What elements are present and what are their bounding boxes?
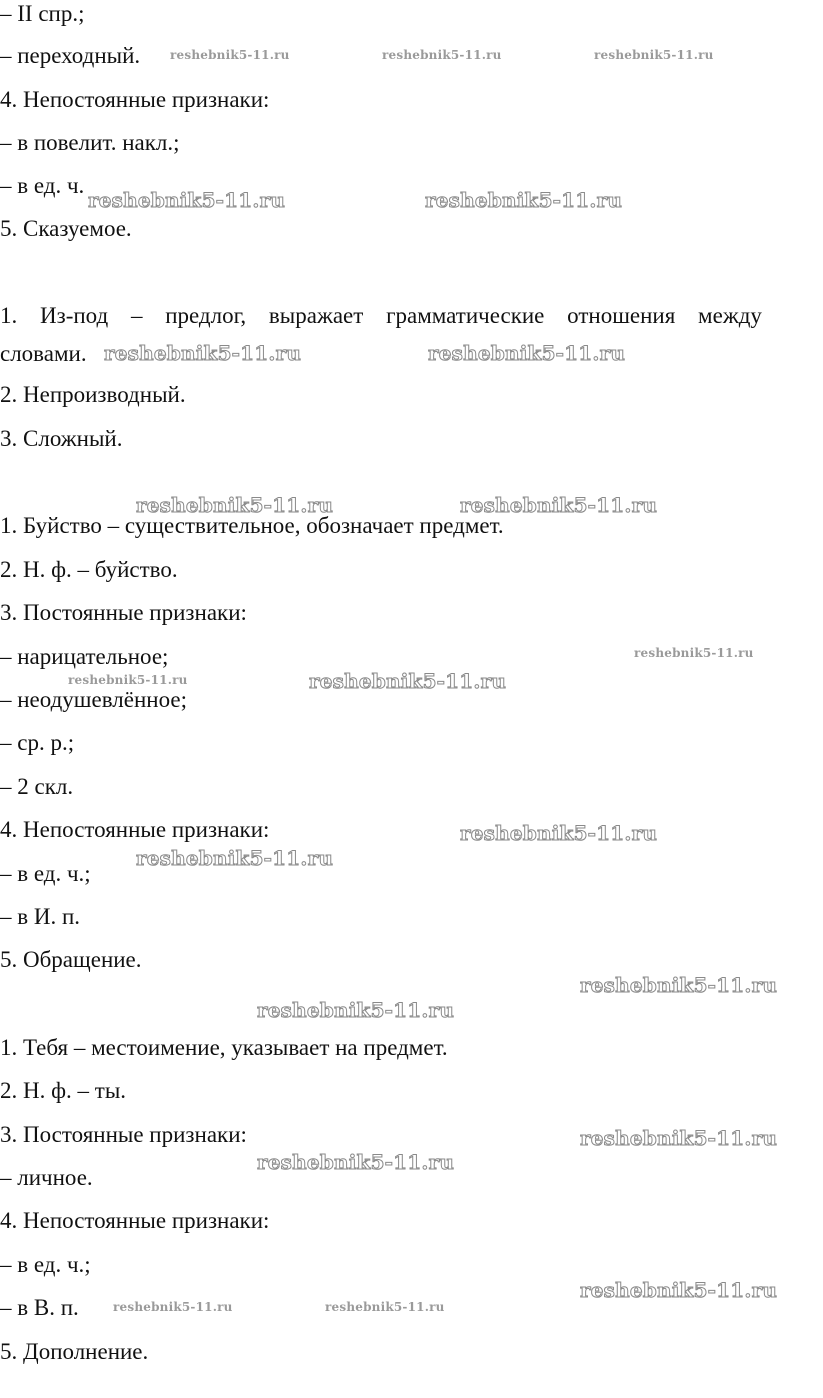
- text-line: 1. Тебя – местоимение, указывает на предмет.: [0, 1035, 448, 1060]
- text-line: 1. Из-под – предлог, выражает грамматические отношения между: [0, 303, 762, 328]
- text-line: – переходный.: [0, 43, 141, 68]
- text-line: 5. Сказуемое.: [0, 216, 132, 241]
- watermark: reshebnik5-11.ru: [634, 646, 754, 660]
- text-line: 2. Н. ф. – буйство.: [0, 557, 178, 582]
- watermark: reshebnik5-11.ru: [580, 973, 778, 997]
- watermark: reshebnik5-11.ru: [325, 1300, 445, 1314]
- text-line: – в В. п.: [0, 1295, 79, 1320]
- watermark: reshebnik5-11.ru: [88, 188, 286, 212]
- text-line: – неодушевлённое;: [0, 687, 187, 712]
- watermark: reshebnik5-11.ru: [460, 493, 658, 517]
- watermark: reshebnik5-11.ru: [580, 1278, 778, 1302]
- text-line: 4. Непостоянные признаки:: [0, 87, 270, 112]
- text-line: 4. Непостоянные признаки:: [0, 817, 270, 842]
- text-line: – нарицательное;: [0, 644, 169, 669]
- text-line: – в ед. ч.: [0, 173, 85, 198]
- text-line: 2. Непроизводный.: [0, 382, 186, 407]
- text-line: 5. Обращение.: [0, 947, 142, 972]
- watermark: reshebnik5-11.ru: [382, 48, 502, 62]
- watermark: reshebnik5-11.ru: [425, 188, 623, 212]
- text-line: – в ед. ч.;: [0, 861, 91, 886]
- watermark: reshebnik5-11.ru: [257, 1150, 455, 1174]
- text-line: 3. Постоянные признаки:: [0, 1122, 247, 1147]
- watermark: reshebnik5-11.ru: [136, 846, 334, 870]
- text-line: 2. Н. ф. – ты.: [0, 1078, 127, 1103]
- watermark: reshebnik5-11.ru: [428, 341, 626, 365]
- watermark: reshebnik5-11.ru: [104, 341, 302, 365]
- text-line: 3. Постоянные признаки:: [0, 600, 247, 625]
- text-line: 4. Непостоянные признаки:: [0, 1208, 270, 1233]
- text-line: – II спр.;: [0, 1, 85, 26]
- watermark: reshebnik5-11.ru: [309, 669, 507, 693]
- watermark: reshebnik5-11.ru: [580, 1126, 778, 1150]
- text-line: 1. Буйство – существительное, обозначает предмет.: [0, 513, 504, 538]
- watermark: reshebnik5-11.ru: [170, 48, 290, 62]
- watermark: reshebnik5-11.ru: [136, 493, 334, 517]
- text-line: – личное.: [0, 1165, 93, 1190]
- watermark: reshebnik5-11.ru: [68, 673, 188, 687]
- text-line: 5. Дополнение.: [0, 1339, 149, 1364]
- watermark: reshebnik5-11.ru: [460, 821, 658, 845]
- text-line: 3. Сложный.: [0, 426, 123, 451]
- watermark: reshebnik5-11.ru: [257, 998, 455, 1022]
- watermark: reshebnik5-11.ru: [594, 48, 714, 62]
- text-line: – в повелит. накл.;: [0, 130, 180, 155]
- text-line: – ср. р.;: [0, 730, 75, 755]
- text-line: – в ед. ч.;: [0, 1252, 91, 1277]
- watermark: reshebnik5-11.ru: [113, 1300, 233, 1314]
- text-line: – 2 скл.: [0, 774, 74, 799]
- text-line: словами.: [0, 341, 87, 366]
- text-line: – в И. п.: [0, 904, 81, 929]
